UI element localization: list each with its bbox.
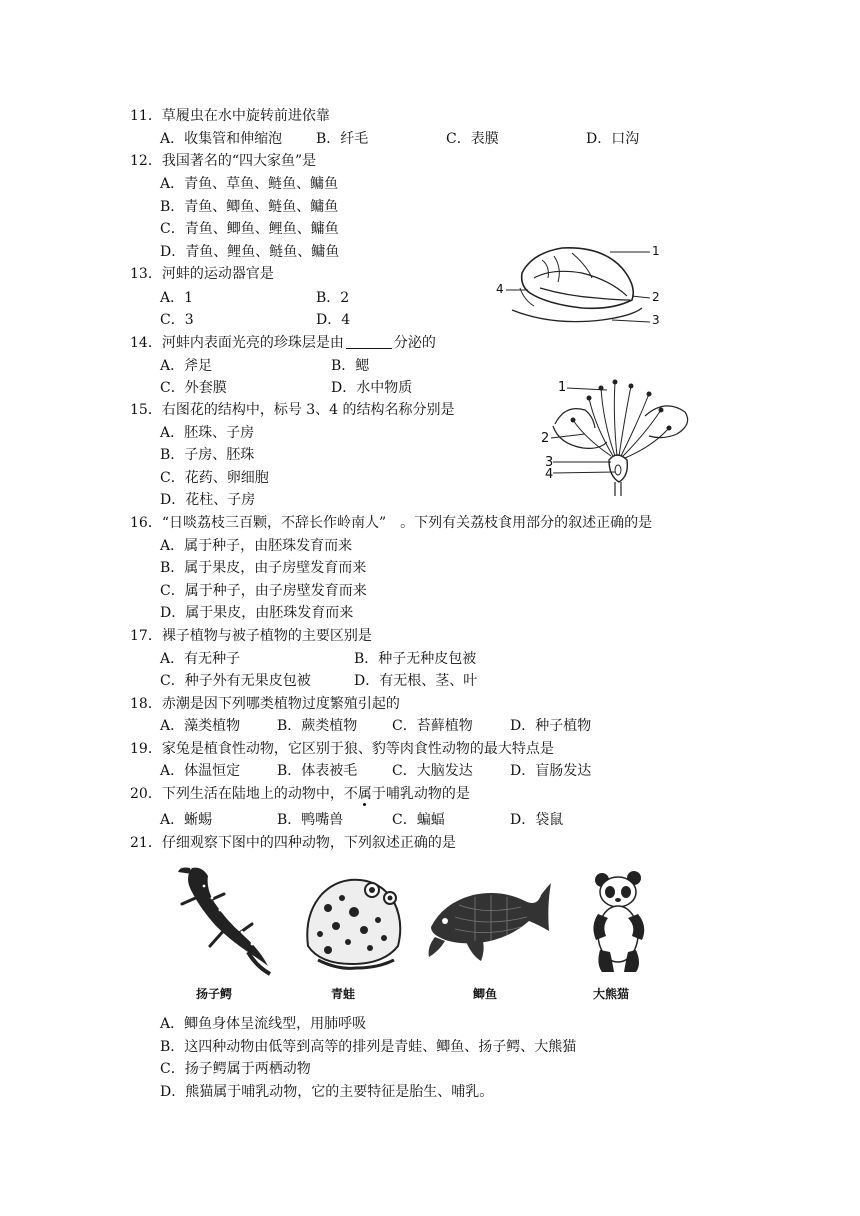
question-15-option-d: D．花柱、子房 (160, 492, 256, 508)
question-14-stem-after: 分泌的 (393, 335, 436, 351)
question-15-option-a: A．胚珠、子房 (160, 425, 255, 441)
question-12-option-c: C．青鱼、鲫鱼、鲤鱼、鳙鱼 (160, 221, 339, 237)
question-11-option-b: B．纤毛 (316, 131, 369, 147)
question-17-option-b: B．种子无种皮包被 (354, 651, 477, 667)
question-13-option-c: C．3 (160, 312, 194, 328)
question-18-option-d: D．种子植物 (510, 718, 592, 734)
flower-diagram (545, 376, 695, 498)
question-14-option-a: A．斧足 (160, 358, 213, 374)
question-14-option-b: B．鳃 (331, 358, 370, 374)
question-19-option-a: A．体温恒定 (160, 763, 241, 779)
question-14-option-c: C．外套膜 (160, 380, 227, 396)
question-19-stem: 19．家兔是植食性动物，它区别于狼、豹等肉食性动物的最大特点是 (130, 741, 554, 757)
animal-label-giant-panda: 大熊猫 (593, 987, 630, 1001)
question-11-option-a: A．收集管和伸缩泡 (160, 131, 283, 147)
question-12-option-b: B．青鱼、鲫鱼、鲢鱼、鳙鱼 (160, 199, 339, 215)
giant-panda-image (588, 870, 652, 974)
question-18-stem: 18．赤潮是因下列哪类植物过度繁殖引起的 (130, 696, 400, 712)
question-14-stem-before: 14．河蚌内表面光亮的珍珠层是由 (130, 335, 344, 351)
question-18-option-c: C．苔藓植物 (392, 718, 473, 734)
question-13-option-b: B．2 (316, 290, 350, 306)
mussel-label-2: 2 (652, 290, 660, 304)
mussel-label-4: 4 (496, 282, 504, 296)
question-15-option-c: C．花药、卵细胞 (160, 470, 269, 486)
question-12-option-d: D．青鱼、鲤鱼、鲢鱼、鳙鱼 (160, 244, 340, 260)
question-21-option-b: B．这四种动物由低等到高等的排列是青蛙、鲫鱼、扬子鳄、大熊猫 (160, 1039, 577, 1055)
flower-label-1: 1 (558, 380, 567, 395)
question-20-option-d: D．袋鼠 (510, 812, 564, 828)
question-11-option-c: C．表膜 (446, 131, 499, 147)
mussel-label-1: 1 (652, 244, 660, 258)
question-16-option-d: D．属于果皮，由胚珠发育而来 (160, 605, 354, 621)
flower-label-4: 4 (545, 467, 554, 482)
question-15-option-b: B．子房、胚珠 (160, 447, 255, 463)
question-11-option-d: D．口沟 (586, 131, 640, 147)
animal-label-alligator: 扬子鳄 (196, 987, 233, 1001)
question-16-option-c: C．属于种子，由子房壁发育而来 (160, 583, 367, 599)
question-17-option-d: D．有无根、茎、叶 (354, 673, 478, 689)
emphasis-dot (363, 803, 366, 806)
question-20-option-b: B．鸭嘴兽 (277, 812, 344, 828)
question-21-option-d: D．熊猫属于哺乳动物，它的主要特征是胎生、哺乳。 (160, 1084, 494, 1100)
question-21-option-c: C．扬子鳄属于两栖动物 (160, 1061, 311, 1077)
question-19-option-d: D．盲肠发达 (510, 763, 592, 779)
question-20-option-c: C．蝙蝠 (392, 812, 445, 828)
question-14-option-d: D．水中物质 (331, 380, 413, 396)
frog-image (298, 868, 408, 972)
animal-label-frog: 青蛙 (331, 987, 356, 1001)
flower-label-2: 2 (541, 431, 550, 446)
question-21-stem: 21．仔细观察下图中的四种动物，下列叙述正确的是 (130, 835, 456, 851)
mussel-diagram (492, 238, 672, 330)
question-20-stem: 20．下列生活在陆地上的动物中，不属于哺乳动物的是 (130, 786, 470, 802)
question-13-option-a: A．1 (160, 290, 194, 306)
alligator-image (160, 862, 280, 980)
question-18-option-a: A．藻类植物 (160, 718, 241, 734)
question-21-option-a: A．鲫鱼身体呈流线型，用肺呼吸 (160, 1016, 367, 1032)
question-14-stem (130, 333, 436, 353)
answer-blank (346, 334, 392, 349)
question-13-option-d: D．4 (316, 312, 351, 328)
mussel-label-3: 3 (652, 313, 660, 327)
question-17-option-c: C．种子外有无果皮包被 (160, 673, 311, 689)
question-17-stem: 17．裸子植物与被子植物的主要区别是 (130, 628, 372, 644)
animal-label-crucian-carp: 鲫鱼 (473, 987, 498, 1001)
question-16-option-a: A．属于种子，由胚珠发育而来 (160, 538, 353, 554)
question-18-option-b: B．蕨类植物 (277, 718, 358, 734)
question-12-option-a: A．青鱼、草鱼、鲢鱼、鳙鱼 (160, 176, 339, 192)
crucian-carp-image (425, 875, 555, 965)
question-16-stem: 16．“日啖荔枝三百颗，不辞长作岭南人” 。下列有关荔枝食用部分的叙述正确的是 (130, 515, 653, 531)
question-13-stem: 13．河蚌的运动器官是 (130, 266, 274, 282)
question-19-option-c: C．大脑发达 (392, 763, 473, 779)
flower-label-3: 3 (545, 455, 554, 470)
question-11-stem: 11．草履虫在水中旋转前进依靠 (130, 108, 330, 124)
question-15-stem: 15．右图花的结构中，标号 3、4 的结构名称分别是 (130, 402, 455, 418)
question-16-option-b: B．属于果皮，由子房壁发育而来 (160, 560, 367, 576)
question-19-option-b: B．体表被毛 (277, 763, 358, 779)
question-20-option-a: A．蜥蜴 (160, 812, 213, 828)
question-12-stem: 12．我国著名的“四大家鱼”是 (130, 153, 317, 169)
question-17-option-a: A．有无种子 (160, 651, 241, 667)
